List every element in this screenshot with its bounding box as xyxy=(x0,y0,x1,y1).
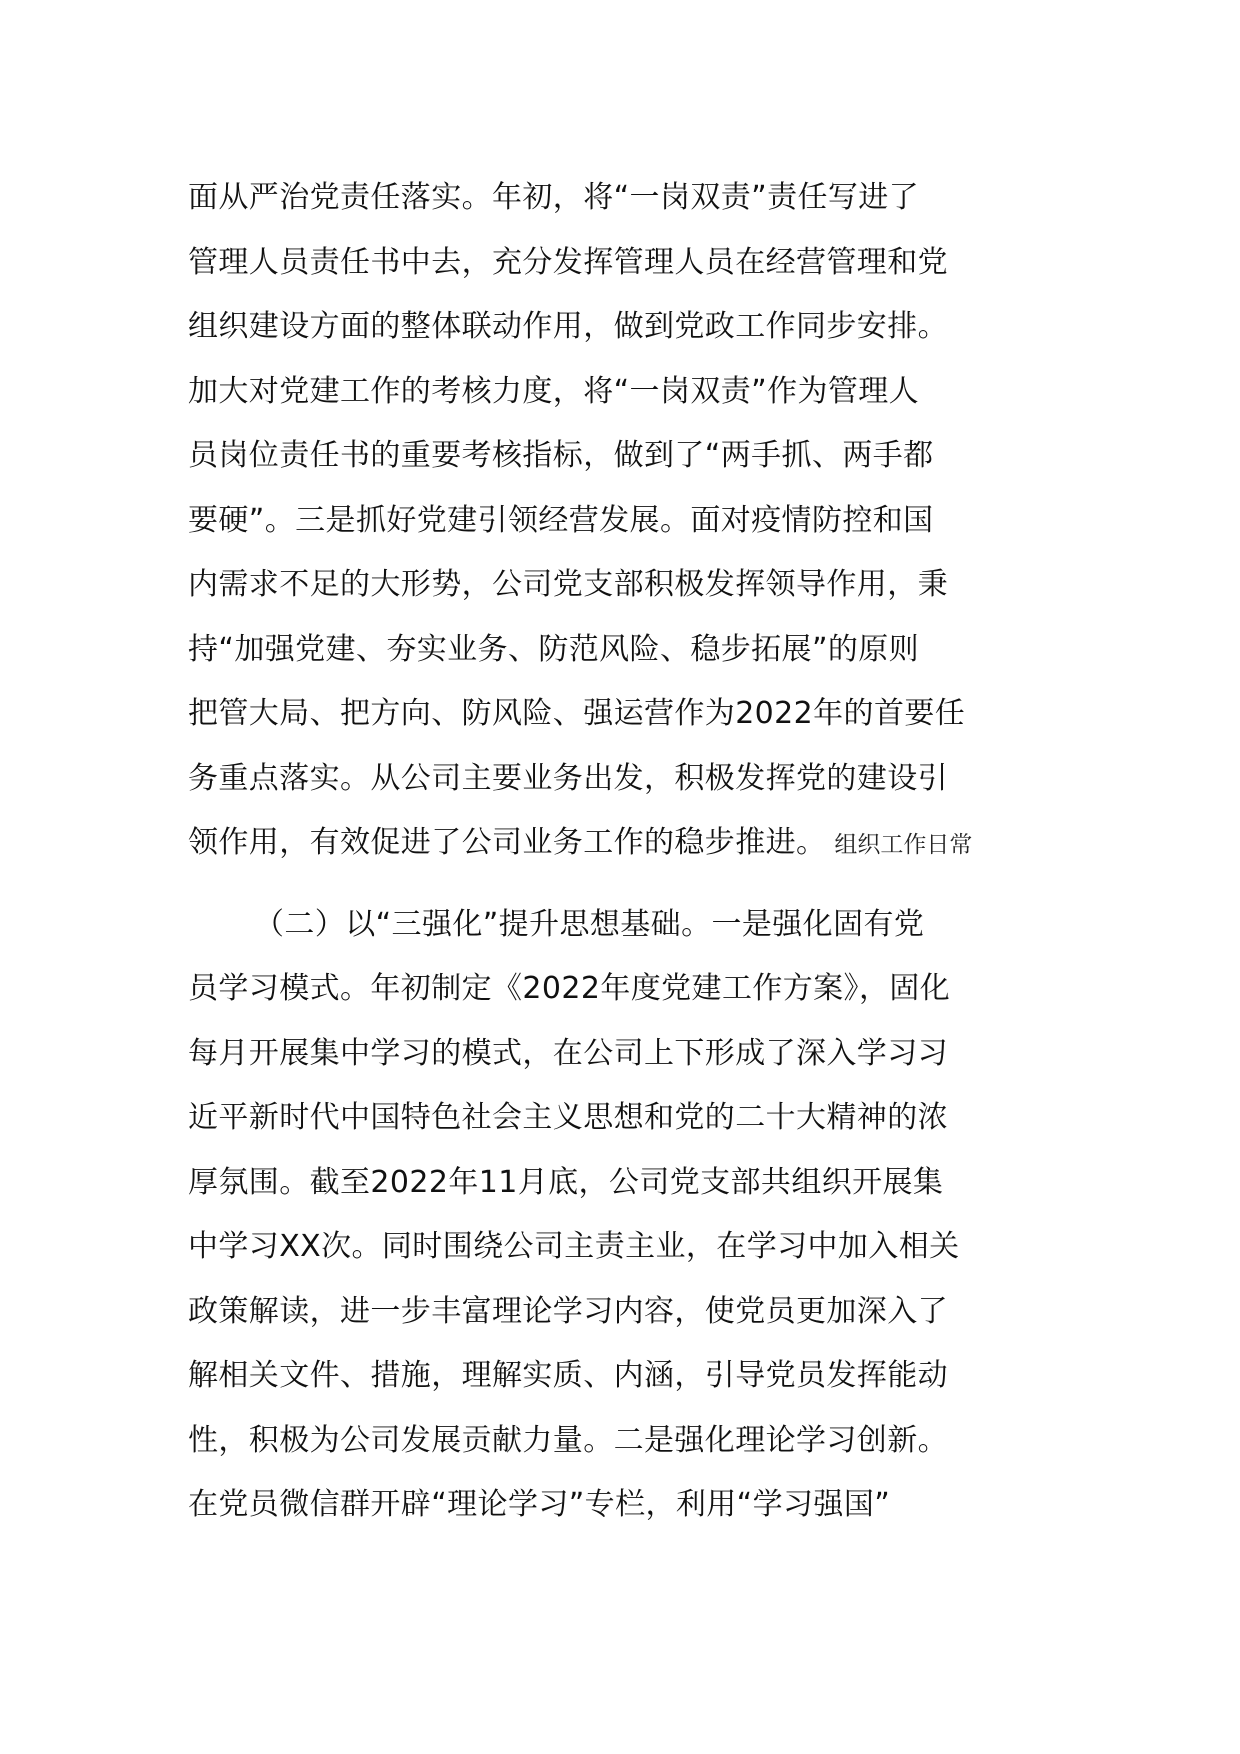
paragraph-2-line: 近平新时代中国特色社会主义思想和党的二十大精神的浓 xyxy=(188,1100,948,1135)
paragraph-2-line: 性，积极为公司发展贡献力量。二是强化理论学习创新。 xyxy=(188,1422,948,1458)
paragraph-1-line: 持“加强党建、夯实业务、防范风险、稳步拓展”的原则 xyxy=(188,631,920,667)
paragraph-1-line: 要硬”。三是抓好党建引领经营发展。面对疫情防控和国 xyxy=(188,502,934,538)
paragraph-2-first-line: （二）以“三强化”提升思想基础。一是强化固有党 xyxy=(254,906,925,942)
paragraph-2-line: 解相关文件、措施，理解实质、内涵，引导党员发挥能动 xyxy=(188,1358,948,1393)
paragraph-2-line: 每月开展集中学习的模式，在公司上下形成了深入学习习 xyxy=(188,1035,948,1071)
paragraph-2-line: 员学习模式。年初制定《2022年度党建工作方案》，固化 xyxy=(188,971,951,1006)
paragraph-1 xyxy=(188,166,1068,876)
paragraph-1-line: 内需求不足的大形势，公司党支部积极发挥领导作用，秉 xyxy=(188,567,948,602)
paragraph-2 xyxy=(188,893,1068,1538)
paragraph-1-line: 把管大局、把方向、防风险、强运营作为2022年的首要任 xyxy=(188,696,966,731)
paragraph-2-line: 中学习XX次。同时围绕公司主责主业，在学习中加入相关 xyxy=(188,1229,960,1264)
paragraph-2-line: 在党员微信群开辟“理论学习”专栏，利用“学习强国” xyxy=(188,1487,891,1522)
paragraph-1-line: 员岗位责任书的重要考核指标，做到了“两手抓、两手都 xyxy=(188,438,934,473)
paragraph-1-last-line xyxy=(188,811,1068,876)
paragraph-1-line: 管理人员责任书中去，充分发挥管理人员在经营管理和党 xyxy=(188,244,948,280)
paragraph-1-line: 组织建设方面的整体联动作用，做到党政工作同步安排。 xyxy=(188,309,948,344)
document-body xyxy=(188,166,1068,1538)
paragraph-gap xyxy=(188,876,1068,893)
paragraph-2-line: 政策解读，进一步丰富理论学习内容，使党员更加深入了 xyxy=(188,1293,948,1329)
paragraph-1-line: 领作用，有效促进了公司业务工作的稳步推进。 xyxy=(188,825,827,860)
paragraph-2-line: 厚氛围。截至2022年11月底，公司党支部共组织开展集 xyxy=(188,1164,944,1200)
paragraph-1-line: 务重点落实。从公司主要业务出发，积极发挥党的建设引 xyxy=(188,760,948,796)
trailing-note: 组织工作日常 xyxy=(834,832,973,858)
paragraph-1-line: 加大对党建工作的考核力度，将“一岗双责”作为管理人 xyxy=(188,373,920,409)
paragraph-1-line: 面从严治党责任落实。年初，将“一岗双责”责任写进了 xyxy=(188,180,920,215)
